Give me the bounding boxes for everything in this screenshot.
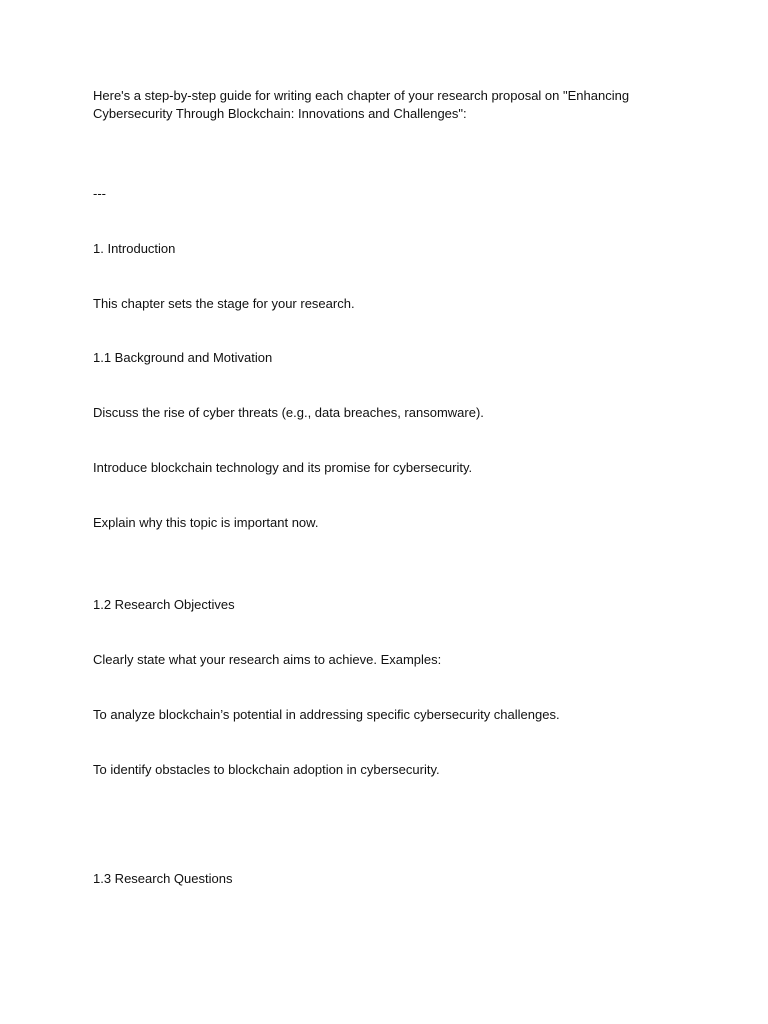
section-1-3-heading: 1.3 Research Questions [93,871,233,886]
chapter-1-heading: 1. Introduction [93,241,176,256]
separator-line: --- [93,186,106,201]
section-1-2-item: To identify obstacles to blockchain adoption in cybersecurity. [93,762,440,777]
section-1-2-text: Clearly state what your research aims to achieve. Examples: [93,652,442,667]
chapter-1-text: This chapter sets the stage for your research. [93,296,355,311]
section-1-1-heading: 1.1 Background and Motivation [93,350,273,365]
section-1-2-heading: 1.2 Research Objectives [93,597,235,612]
section-1-1-item: Discuss the rise of cyber threats (e.g., data breaches, ransomware). [93,405,484,420]
section-1-1-item: Introduce blockchain technology and its promise for cybersecurity. [93,460,473,475]
section-1-1-item: Explain why this topic is important now. [93,515,319,530]
section-1-2-item: To analyze blockchain’s potential in addressing specific cybersecurity challenges. [93,707,560,722]
intro-paragraph: Here's a step-by-step guide for writing each chapter of your research proposal on "Enhancing Cybersecurity Through Blockchain: Innovations and Challenges": [93,88,630,121]
